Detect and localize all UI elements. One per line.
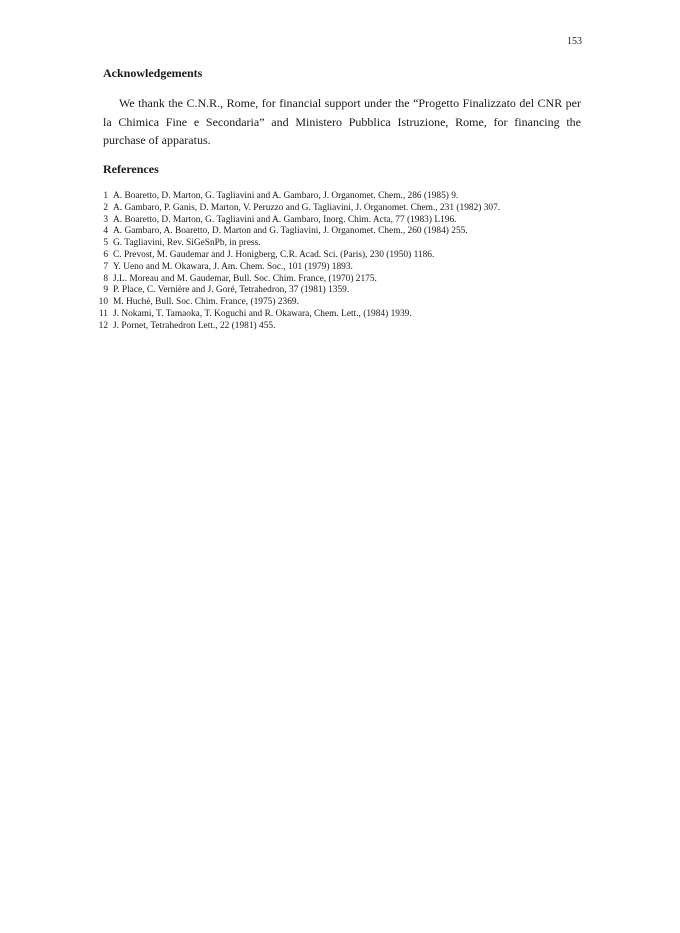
reference-number: 6	[103, 249, 108, 260]
reference-item	[96, 309, 582, 321]
reference-number: 1	[103, 191, 108, 201]
reference-item	[96, 215, 582, 227]
reference-item	[96, 191, 582, 203]
reference-text: A. Gambaro, A. Boaretto, D. Marton and G. Tagliavini, J. Organomet. Chem., 260 (1984) 255.	[113, 226, 468, 237]
reference-text: J.L. Moreau and M. Gaudemar, Bull. Soc. Chim. France, (1970) 2175.	[113, 273, 377, 284]
page-number: 153	[567, 36, 582, 47]
reference-item	[96, 262, 582, 274]
reference-number: 4	[103, 226, 108, 237]
reference-text: J. Pornet, Tetrahedron Lett., 22 (1981) 455.	[113, 320, 276, 331]
reference-text: A. Gambaro, P. Ganis, D. Marton, V. Peruzzo and G. Tagliavini, J. Organomet. Chem., 231 (1982) 307.	[113, 202, 501, 213]
reference-text: A. Boaretto, D. Marton, G. Tagliavini and A. Gambaro, Inorg. Chim. Acta, 77 (1983) L196.	[113, 214, 457, 225]
reference-item	[96, 250, 582, 262]
reference-text: C. Prevost, M. Gaudemar and J. Honigberg, C.R. Acad. Sci. (Paris), 230 (1950) 1186.	[113, 249, 435, 260]
reference-text: M. Huchè, Bull. Soc. Chim. France, (1975) 2369.	[113, 297, 299, 308]
reference-list	[96, 191, 582, 333]
reference-item	[96, 297, 582, 309]
references-heading: References	[103, 162, 159, 176]
reference-item	[96, 238, 582, 250]
reference-number: 12	[98, 320, 108, 331]
reference-item	[96, 203, 582, 215]
reference-number: 10	[98, 297, 108, 308]
reference-text: Y. Ueno and M. Okawara, J. Am. Chem. Soc., 101 (1979) 1893.	[113, 261, 353, 272]
acknowledgements-heading: Acknowledgements	[103, 66, 203, 80]
reference-text: P. Place, C. Vernière and J. Goré, Tetrahedron, 37 (1981) 1359.	[113, 285, 350, 296]
acknowledgements-body: We thank the C.N.R., Rome, for financial support under the “Progetto Finalizzato del CNR per la Chimica Fine e Secondaria” and Ministero Pubblica Istruzione, Rome, for financing the purchase of apparatus.	[103, 96, 581, 147]
reference-number: 11	[98, 308, 108, 319]
reference-number: 7	[103, 261, 108, 272]
reference-number: 2	[103, 202, 108, 213]
reference-number: 8	[103, 273, 108, 284]
reference-text: G. Tagliavini, Rev. SiGeSnPb, in press.	[113, 238, 261, 249]
reference-text: J. Nokami, T. Tamaoka, T. Koguchi and R. Okawara, Chem. Lett., (1984) 1939.	[113, 308, 412, 319]
reference-number: 5	[103, 238, 108, 249]
reference-item	[96, 274, 582, 286]
reference-number: 9	[103, 285, 108, 296]
reference-item	[96, 321, 582, 333]
reference-item	[96, 226, 582, 238]
reference-number: 3	[103, 214, 108, 225]
reference-item	[96, 285, 582, 297]
reference-text: A. Boaretto, D. Marton, G. Tagliavini and A. Gambaro, J. Organomet. Chem., 286 (1985) 9.	[113, 191, 459, 201]
